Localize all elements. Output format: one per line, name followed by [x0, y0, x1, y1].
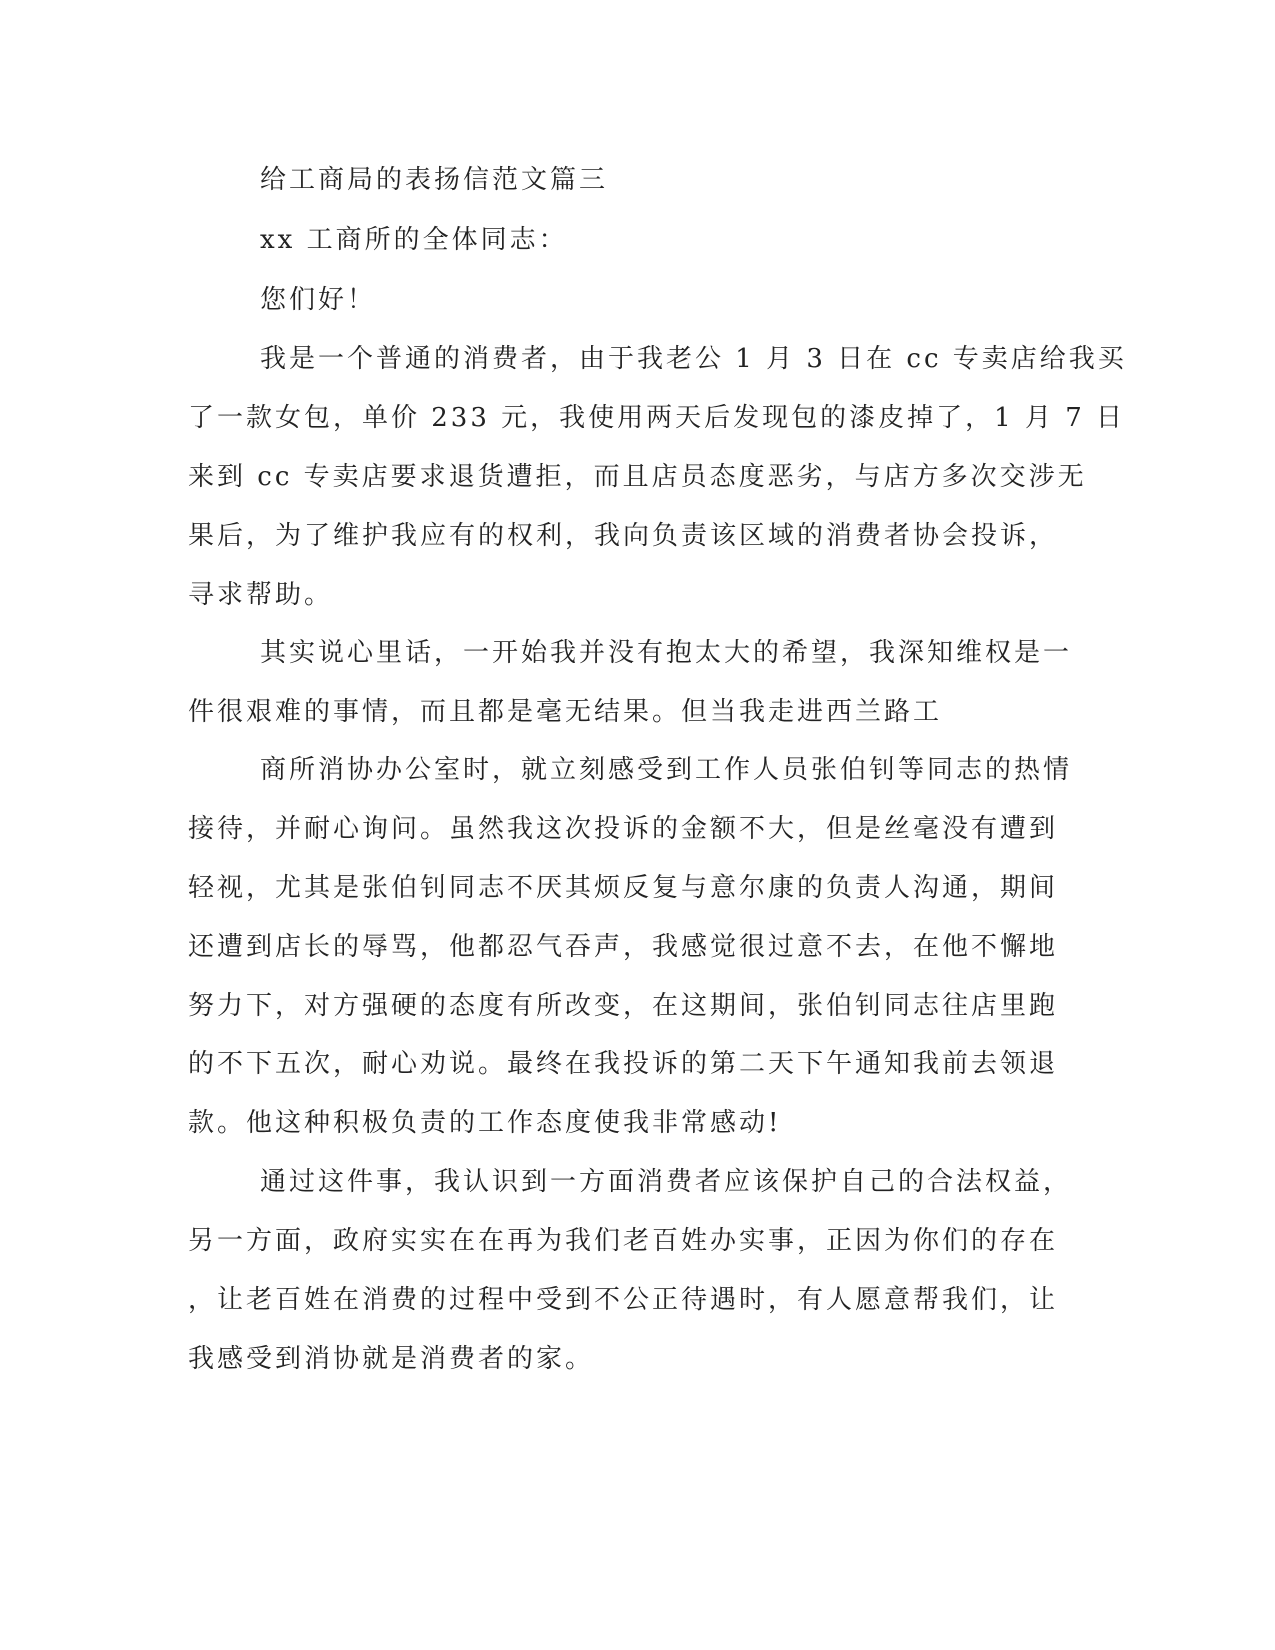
salutation: xx 工商所的全体同志：	[260, 225, 568, 255]
paragraph-3-line-3: 轻视，尤其是张伯钊同志不厌其烦反复与意尔康的负责人沟通，期间	[188, 873, 1059, 903]
paragraph-3-line-5: 努力下，对方强硬的态度有所改变，在这期间，张伯钊同志往店里跑	[188, 991, 1059, 1021]
paragraph-3-line-2: 接待，并耐心询问。虽然我这次投诉的金额不大，但是丝毫没有遭到	[188, 814, 1059, 844]
paragraph-4-line-3: ，让老百姓在消费的过程中受到不公正待遇时，有人愿意帮我们，让	[188, 1285, 1059, 1315]
paragraph-1-line-4: 果后，为了维护我应有的权利，我向负责该区域的消费者协会投诉，	[188, 521, 1059, 551]
paragraph-3-line-4: 还遭到店长的辱骂，他都忍气吞声，我感觉很过意不去，在他不懈地	[188, 932, 1059, 962]
paragraph-2-line-2: 件很艰难的事情，而且都是毫无结果。但当我走进西兰路工	[188, 697, 943, 727]
paragraph-3-line-7: 款。他这种积极负责的工作态度使我非常感动!	[188, 1108, 782, 1138]
paragraph-3-line-6: 的不下五次，耐心劝说。最终在我投诉的第二天下午通知我前去领退	[188, 1049, 1059, 1079]
paragraph-1-line-3: 来到 cc 专卖店要求退货遭拒，而且店员态度恶劣，与店方多次交涉无	[188, 462, 1087, 492]
paragraph-3-line-1: 商所消协办公室时，就立刻感受到工作人员张伯钊等同志的热情	[260, 755, 1073, 785]
paragraph-2-line-1: 其实说心里话，一开始我并没有抱太大的希望，我深知维权是一	[260, 638, 1073, 668]
letter-title: 给工商局的表扬信范文篇三	[260, 165, 609, 195]
paragraph-1-line-5: 寻求帮助。	[188, 580, 334, 610]
paragraph-4-line-4: 我感受到消协就是消费者的家。	[188, 1344, 595, 1374]
paragraph-4-line-1: 通过这件事，我认识到一方面消费者应该保护自己的合法权益，	[260, 1167, 1073, 1197]
paragraph-4-line-2: 另一方面，政府实实在在再为我们老百姓办实事，正因为你们的存在	[188, 1226, 1059, 1256]
paragraph-1-line-1: 我是一个普通的消费者，由于我老公 1 月 3 日在 cc 专卖店给我买	[260, 344, 1127, 374]
paragraph-1-line-2: 了一款女包，单价 233 元，我使用两天后发现包的漆皮掉了，1 月 7 日	[188, 403, 1126, 433]
greeting: 您们好！	[260, 285, 377, 315]
